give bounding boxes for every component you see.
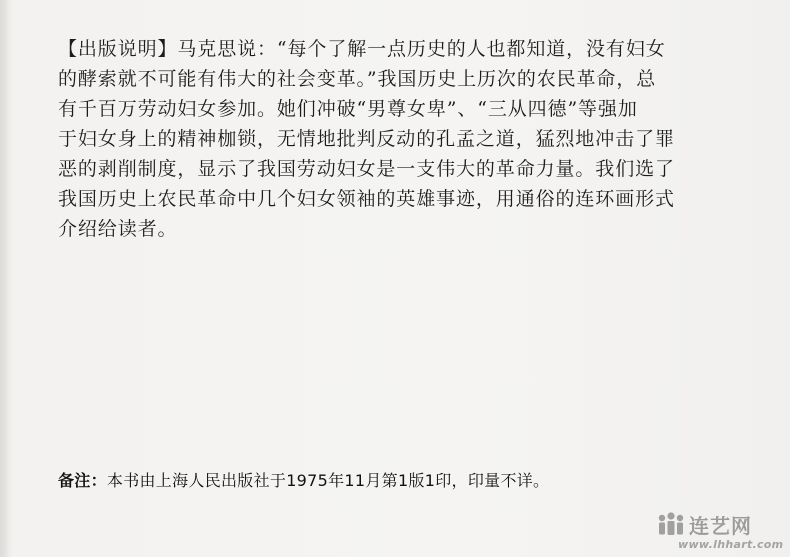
publication-note-line: 恶的剥削制度，显示了我国劳动妇女是一支伟大的革命力量。我们选了 — [58, 158, 675, 180]
publication-note-line: 有千百万劳动妇女参加。她们冲破“男尊女卑”、“三从四德”等强加 — [58, 98, 638, 120]
page-edge-shadow — [0, 0, 10, 557]
publication-note-line: 于妇女身上的精神枷锁，无情地批判反动的孔孟之道，猛烈地冲击了罪 — [58, 128, 675, 150]
watermark-name: 连艺网 — [689, 514, 752, 538]
publication-note-line: 【出版说明】马克思说：“每个了解一点历史的人也都知道，没有妇女 — [58, 38, 666, 60]
remark-text: 本书由上海人民出版社于1975年11月第1版1印，印量不详。 — [106, 471, 550, 490]
publication-note-line: 介绍给读者。 — [58, 218, 178, 240]
edition-remark — [58, 470, 549, 492]
watermark — [656, 510, 784, 554]
publication-note-line: 的酵索就不可能有伟大的社会变革。”我国历史上历次的农民革命，总 — [58, 68, 657, 90]
watermark-url: www.lhhart.com — [678, 538, 784, 551]
publication-note — [58, 34, 730, 244]
publication-note-line: 我国历史上农民革命中几个妇女领袖的英雄事迹，用通俗的连环画形式 — [58, 188, 675, 210]
remark-label: 备注： — [58, 471, 107, 490]
